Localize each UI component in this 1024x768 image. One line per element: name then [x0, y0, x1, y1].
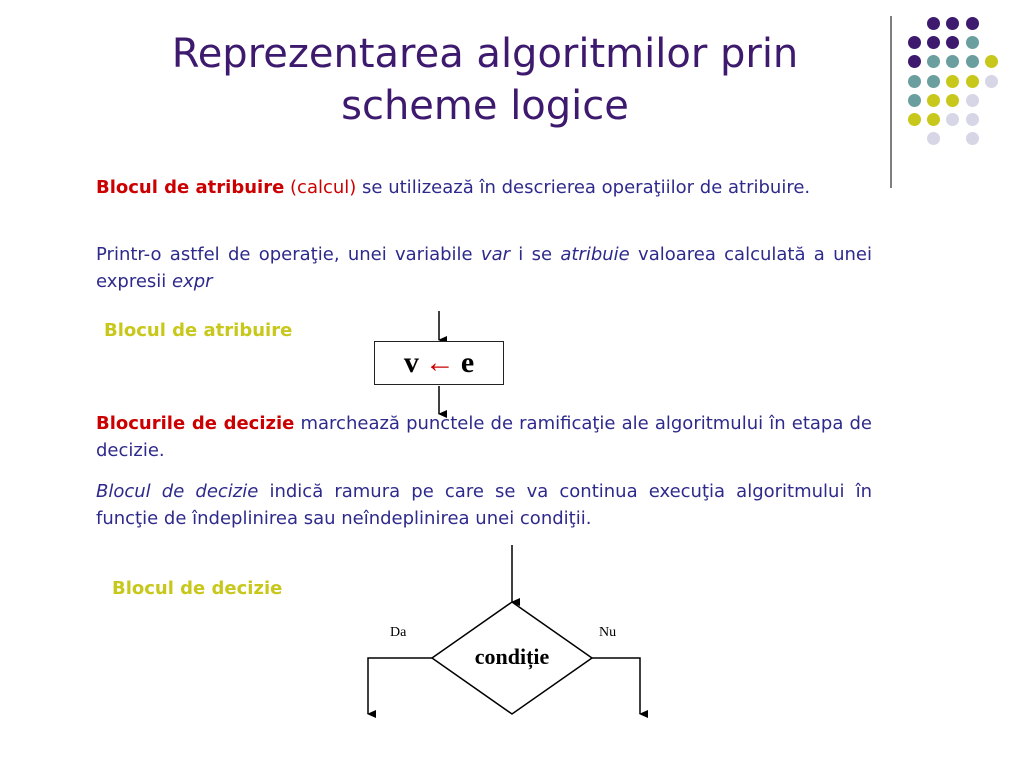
- term-calcul: (calcul): [290, 177, 357, 198]
- title-line-1: Reprezentarea algoritmilor prin: [171, 31, 799, 77]
- term-blocul-de-decizie: Blocul de decizie: [96, 481, 259, 502]
- paragraph-decizie: [96, 410, 872, 464]
- assign-variable: v: [403, 346, 419, 379]
- label-nu: Nu: [599, 625, 617, 640]
- title-line-2: scheme logice: [341, 83, 629, 129]
- assignment-block: [374, 341, 504, 385]
- paragraph-blocul-decizie-text: indică ramura pe care se va continua execuţia algoritmului în funcţie de îndeplinirea sau neîndeplinirea unei condiţii.: [96, 481, 872, 529]
- decision-no-branch: [592, 658, 640, 714]
- term-var: var: [480, 244, 511, 265]
- label-blocul-de-atribuire: Blocul de atribuire: [104, 320, 293, 341]
- term-expr: expr: [172, 271, 213, 292]
- condition-text: condiție: [474, 644, 550, 669]
- decision-yes-branch: [368, 658, 432, 714]
- label-da: Da: [390, 625, 407, 640]
- assign-arrow-icon: ←: [424, 346, 455, 379]
- text-part: Printr-o astfel de operaţie, unei variabile: [96, 244, 481, 265]
- paragraph-decizie-text: marchează punctele de ramificaţie ale algoritmului în etapa de decizie.: [96, 413, 873, 461]
- text-part: valoarea calculată a unei expresii: [96, 244, 873, 292]
- term-atribuie: atribuie: [560, 244, 630, 265]
- term-blocul-de-atribuire: Blocul de atribuire: [96, 177, 285, 198]
- paragraph-blocul-decizie: [96, 478, 872, 532]
- term-blocurile-de-decizie: Blocurile de decizie: [96, 413, 295, 434]
- assign-expression: e: [460, 346, 475, 379]
- paragraph-atribuire-text: se utilizează în descrierea operaţiilor de atribuire.: [362, 177, 811, 198]
- label-blocul-de-decizie: Blocul de decizie: [112, 578, 283, 599]
- text-part: i se: [510, 244, 561, 265]
